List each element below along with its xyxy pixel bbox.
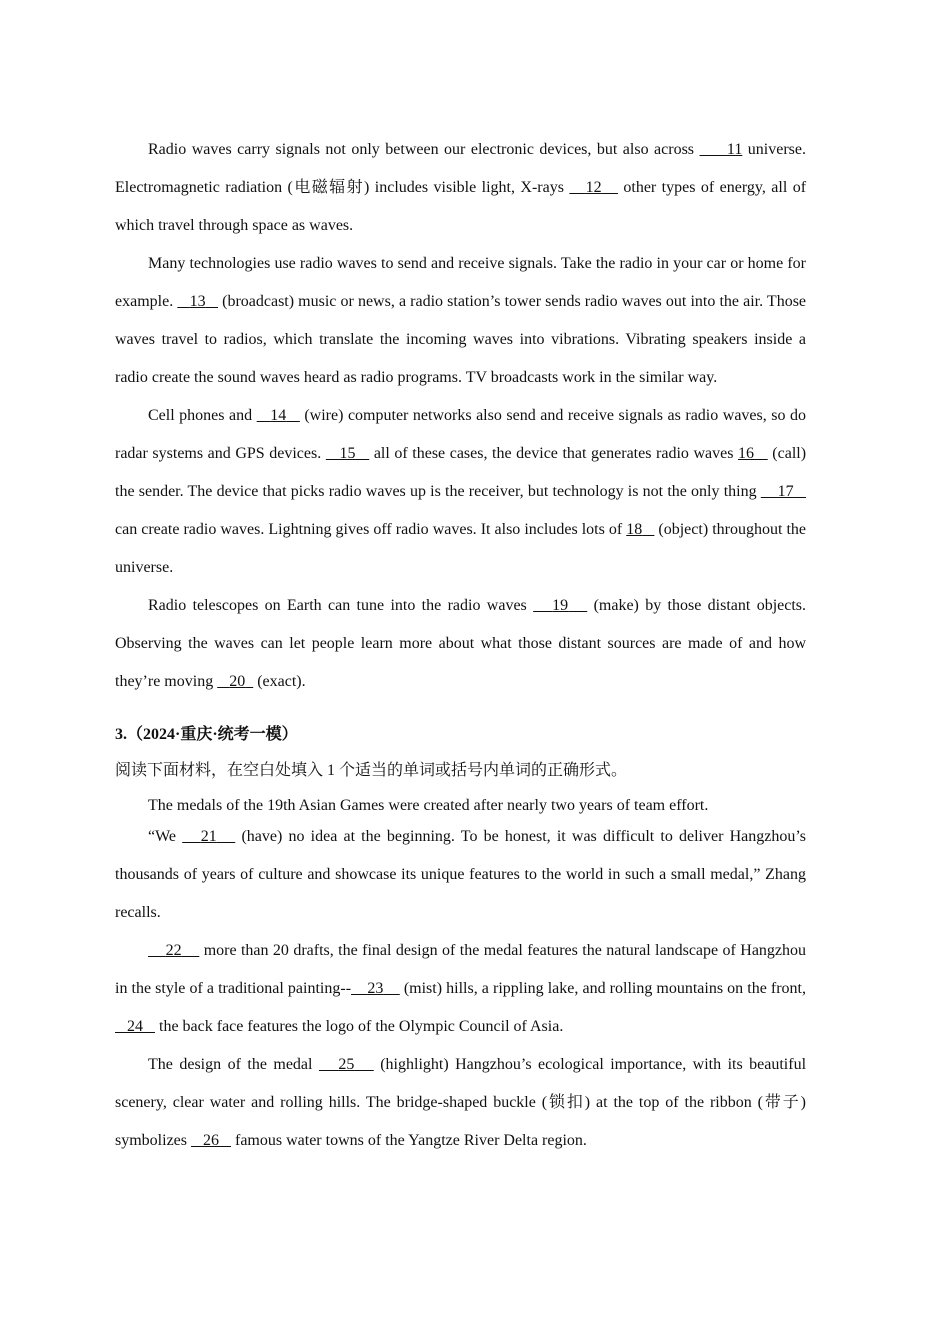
answer-blank-16[interactable] bbox=[738, 445, 768, 462]
blank-number: 11 bbox=[726, 141, 743, 158]
answer-blank-24[interactable] bbox=[115, 1018, 155, 1035]
blank-number: 21 bbox=[200, 828, 217, 845]
passage-section-2 bbox=[115, 723, 806, 1160]
paragraph-text: universe. Electromagnetic radiation (电磁辐射) includes visible light, X-rays bbox=[115, 141, 807, 196]
blank-number: 19 bbox=[552, 597, 569, 614]
paragraph-text: “We bbox=[148, 828, 183, 845]
answer-blank-20[interactable] bbox=[217, 673, 253, 690]
question-heading: 3.（2024·重庆·统考一模） bbox=[115, 726, 298, 743]
passage-paragraph bbox=[115, 1046, 806, 1160]
answer-blank-18[interactable] bbox=[626, 521, 654, 538]
paragraph-text: the back face features the logo of the Olympic Council of Asia. bbox=[155, 1018, 564, 1035]
answer-blank-23[interactable] bbox=[351, 980, 400, 997]
answer-blank-17[interactable] bbox=[761, 483, 806, 500]
passage-paragraph bbox=[115, 131, 806, 245]
paragraph-text: can create radio waves. Lightning gives off radio waves. It also includes lots of bbox=[115, 521, 627, 538]
paragraph-text: (highlight) Hangzhou’s ecological importance, with its beautiful scenery, clear water and rolling hills. The bridge-shaped buckle (锁扣) at the top of the ribbon (带子) symbolizes bbox=[115, 1056, 807, 1149]
blank-number: 22 bbox=[165, 942, 182, 959]
answer-blank-11[interactable] bbox=[700, 141, 743, 158]
answer-blank-12[interactable] bbox=[569, 179, 618, 196]
blank-number: 24 bbox=[127, 1018, 143, 1035]
paragraph-text: all of these cases, the device that generates radio waves bbox=[369, 445, 739, 462]
paragraph-text: Many technologies use radio waves to send and receive signals. Take the radio in your car or home for example. bbox=[115, 255, 806, 310]
paragraph-text: Cell phones and bbox=[148, 407, 257, 424]
paragraph-text: (exact). bbox=[253, 673, 306, 690]
blank-number: 18 bbox=[626, 521, 643, 538]
answer-blank-26[interactable] bbox=[191, 1132, 231, 1149]
passage-body bbox=[115, 794, 806, 1160]
paragraph-text: (broadcast) music or news, a radio station’s tower sends radio waves out into the air. Those waves travel to radios, which translate the incoming waves into vibrations. Vibrating speakers inside a radio create the sound waves heard as radio programs. TV broadcasts work in the similar way. bbox=[115, 293, 807, 386]
paragraph-text: (object) throughout the universe. bbox=[115, 521, 806, 576]
passage-paragraph bbox=[115, 587, 806, 701]
paragraph-text: more than 20 drafts, the final design of the medal features the natural landscape of Hangzhou in the style of a traditional painting-- bbox=[115, 942, 807, 997]
blank-number: 15 bbox=[339, 445, 356, 462]
paragraph-text: (make) by those distant objects. Observing the waves can let people learn more about what those distant sources are made of and how they’re moving bbox=[115, 597, 807, 690]
paragraph-text: Radio waves carry signals not only between our electronic devices, but also across bbox=[148, 141, 700, 158]
paragraph-text: famous water towns of the Yangtze River Delta region. bbox=[231, 1132, 587, 1149]
blank-number: 25 bbox=[338, 1056, 355, 1073]
passage-paragraph bbox=[115, 245, 806, 397]
passage-paragraph bbox=[115, 397, 806, 587]
paragraph-text: The design of the medal bbox=[148, 1056, 319, 1073]
passage-section-1 bbox=[115, 131, 806, 701]
document-page bbox=[115, 131, 806, 1160]
paragraph-text: (mist) hills, a rippling lake, and rolling mountains on the front, bbox=[399, 980, 806, 997]
answer-blank-15[interactable] bbox=[326, 445, 369, 462]
paragraph-text: (call) the sender. The device that picks radio waves up is the receiver, but technology is not the only thing bbox=[115, 445, 807, 500]
blank-number: 26 bbox=[203, 1132, 219, 1149]
section-spacer bbox=[115, 701, 806, 723]
answer-blank-13[interactable] bbox=[177, 293, 218, 310]
blank-number: 12 bbox=[585, 179, 602, 196]
question-instruction: 阅读下面材料，在空白处填入 1 个适当的单词或括号内单词的正确形式。 bbox=[115, 762, 628, 779]
blank-number: 14 bbox=[270, 407, 287, 424]
blank-number: 17 bbox=[777, 483, 794, 500]
passage-paragraph bbox=[115, 818, 806, 932]
paragraph-text: (wire) computer networks also send and receive signals as radio waves, so do radar systems and GPS devices. bbox=[115, 407, 807, 462]
blank-number: 16 bbox=[738, 445, 755, 462]
blank-number: 13 bbox=[189, 293, 206, 310]
passage-paragraph bbox=[115, 932, 806, 1046]
blank-number: 23 bbox=[367, 980, 384, 997]
passage-paragraph bbox=[115, 794, 806, 818]
paragraph-text: The medals of the 19th Asian Games were created after nearly two years of team effort. bbox=[148, 797, 709, 814]
answer-blank-25[interactable] bbox=[319, 1056, 374, 1073]
answer-blank-21[interactable] bbox=[182, 828, 235, 845]
answer-blank-22[interactable] bbox=[148, 942, 199, 959]
answer-blank-14[interactable] bbox=[257, 407, 300, 424]
paragraph-text: other types of energy, all of which travel through space as waves. bbox=[115, 179, 807, 234]
blank-number: 20 bbox=[229, 673, 246, 690]
answer-blank-19[interactable] bbox=[533, 597, 587, 614]
paragraph-text: Radio telescopes on Earth can tune into the radio waves bbox=[148, 597, 534, 614]
paragraph-text: (have) no idea at the beginning. To be honest, it was difficult to deliver Hangzhou’s thousands of years of culture and showcase its unique features to the world in such a small medal,” Zhang recalls. bbox=[115, 828, 807, 921]
